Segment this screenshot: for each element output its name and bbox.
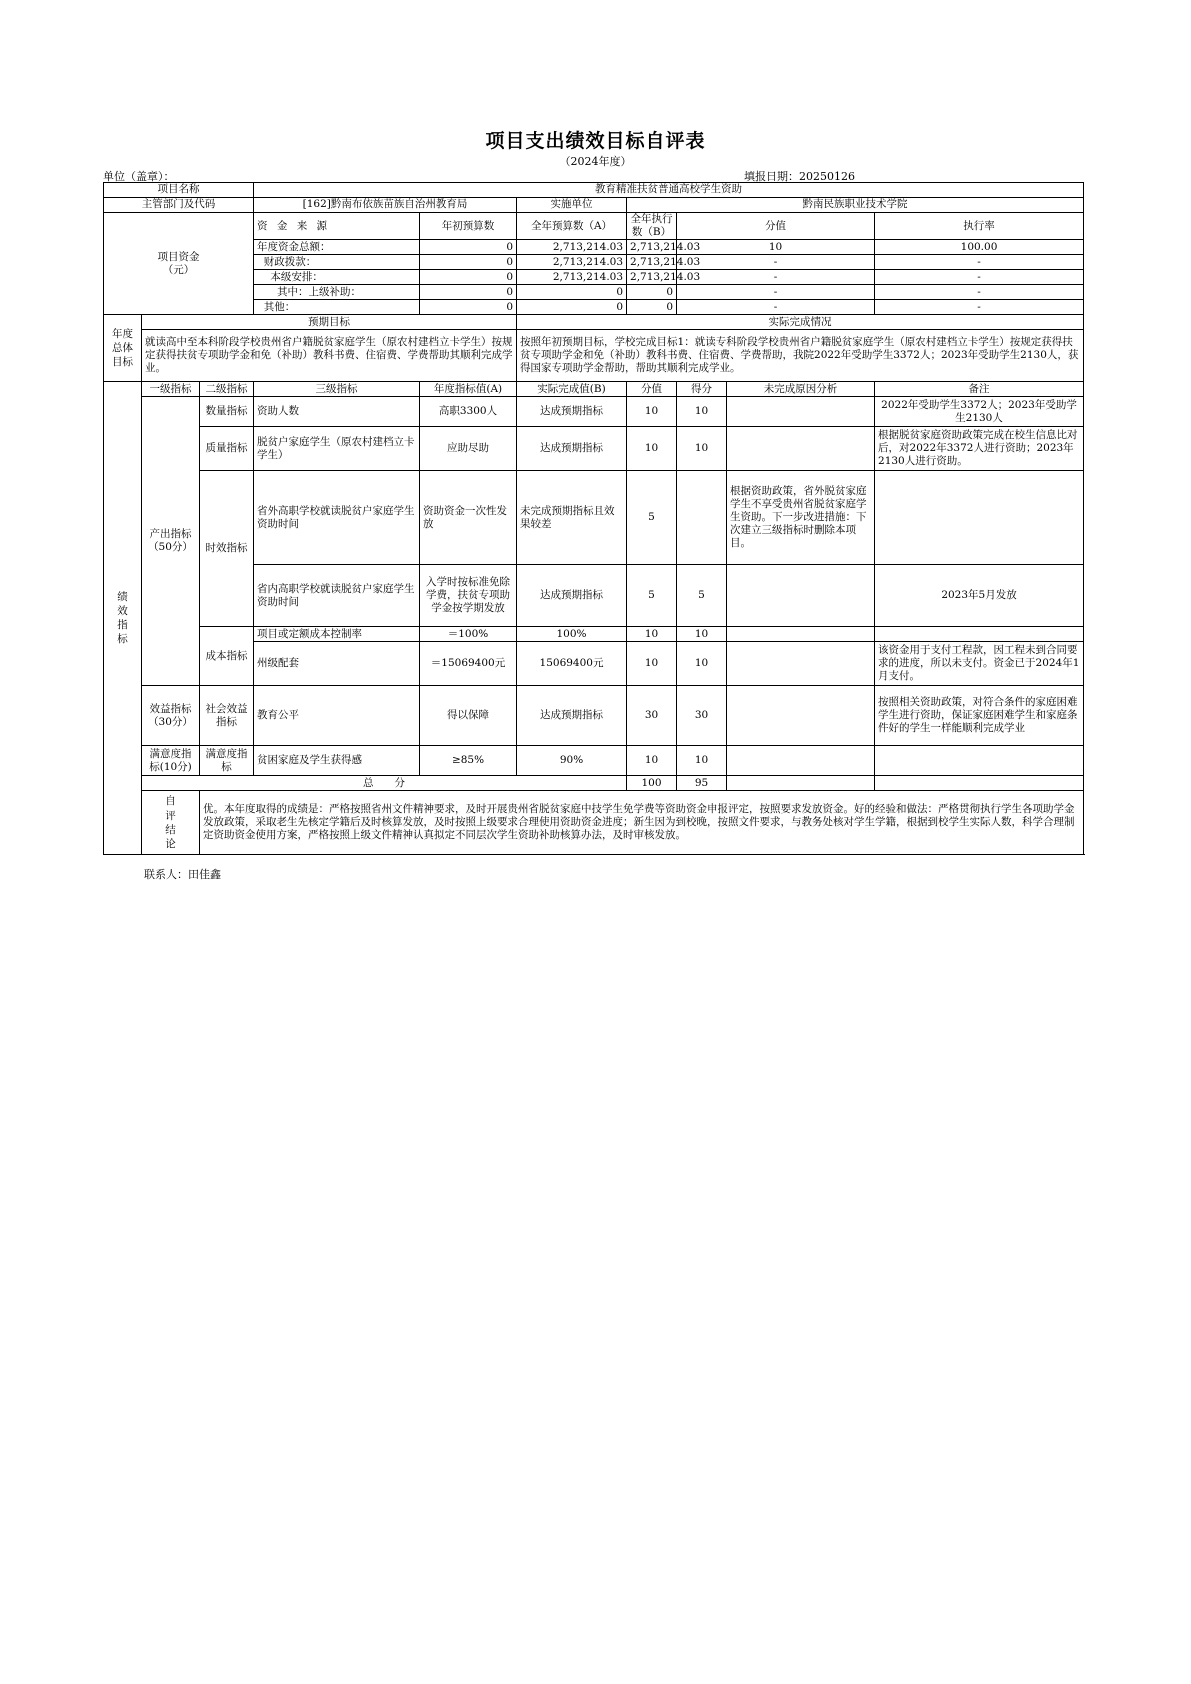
funds-col-executed: 全年执行数（B） — [627, 213, 677, 240]
funds-row-rate: - — [875, 300, 1084, 315]
funds-row-initial: 0 — [420, 285, 517, 300]
indicator-score: 10 — [677, 642, 727, 686]
expected-goal-text: 就读高中至本科阶段学校贵州省户籍脱贫家庭学生（原农村建档立卡学生）按规定获得扶贫专项助学金和免（补助）教科书费、住宿费、学费帮助其顺利完成学业。 — [142, 330, 517, 382]
indicator-name: 资助人数 — [254, 397, 420, 427]
indicator-actual: 达成预期指标 — [517, 686, 627, 746]
indicator-reason — [727, 746, 875, 776]
funds-label: 项目资金 （元） — [104, 213, 254, 315]
indicator-note: 该资金用于支付工程款，因工程未到合同要求的进度，所以未支付。资金已于2024年1月支付。 — [875, 642, 1084, 686]
indicator-score-value: 10 — [627, 427, 677, 471]
level2-quantity: 数量指标 — [200, 397, 254, 427]
level2-quality: 质量指标 — [200, 427, 254, 471]
indicator-target: 应助尽助 — [420, 427, 517, 471]
indicator-name: 脱贫户家庭学生（原农村建档立卡学生） — [254, 427, 420, 471]
indicator-actual: 未完成预期指标且效果较差 — [517, 471, 627, 565]
funds-col-initial: 年初预算数 — [420, 213, 517, 240]
indicator-name: 省外高职学校就读脱贫户家庭学生资助时间 — [254, 471, 420, 565]
indicator-name: 教育公平 — [254, 686, 420, 746]
indicator-header: 未完成原因分析 — [727, 382, 875, 397]
funds-row-executed: 0 — [627, 285, 677, 300]
total-reason — [727, 776, 875, 791]
funds-row-budget: 0 — [517, 300, 627, 315]
actual-completion-label: 实际完成情况 — [517, 315, 1084, 330]
funds-row-initial: 0 — [420, 255, 517, 270]
indicator-score — [677, 471, 727, 565]
total-score: 95 — [677, 776, 727, 791]
funds-row-executed: 2,713,214.03 — [627, 255, 677, 270]
funds-row-initial: 0 — [420, 300, 517, 315]
funds-row-score-value: 10 — [677, 240, 875, 255]
funds-row-rate: 100.00 — [875, 240, 1084, 255]
indicator-header: 三级指标 — [254, 382, 420, 397]
funds-row-source: 其中：上级补助： — [254, 285, 420, 300]
indicator-score: 10 — [677, 746, 727, 776]
funds-row-rate: - — [875, 255, 1084, 270]
indicator-header: 实际完成值(B) — [517, 382, 627, 397]
funds-row-source: 财政拨款： — [254, 255, 420, 270]
funds-row-budget: 2,713,214.03 — [517, 255, 627, 270]
indicator-note — [875, 471, 1084, 565]
indicator-score: 10 — [677, 397, 727, 427]
indicator-header: 得分 — [677, 382, 727, 397]
funds-row-initial: 0 — [420, 240, 517, 255]
funds-col-score-value: 分值 — [677, 213, 875, 240]
contact-person: 联系人：田佳鑫 — [144, 868, 221, 881]
indicator-score-value: 10 — [627, 627, 677, 642]
funds-row-executed: 0 — [627, 300, 677, 315]
funds-row-budget: 2,713,214.03 — [517, 270, 627, 285]
indicator-name: 项目或定额成本控制率 — [254, 627, 420, 642]
indicator-actual: 达成预期指标 — [517, 427, 627, 471]
indicator-score-value: 10 — [627, 397, 677, 427]
page-title: 项目支出绩效目标自评表 — [485, 130, 706, 152]
funds-row-score-value: - — [677, 270, 875, 285]
funds-row-budget: 2,713,214.03 — [517, 240, 627, 255]
indicator-target: ＝100% — [420, 627, 517, 642]
indicator-note — [875, 627, 1084, 642]
funds-row-executed: 2,713,214.03 — [627, 240, 677, 255]
funds-col-rate: 执行率 — [875, 213, 1084, 240]
indicator-note: 2023年5月发放 — [875, 565, 1084, 627]
indicator-header: 一级指标 — [142, 382, 200, 397]
funds-row-source: 年度资金总额： — [254, 240, 420, 255]
indicator-actual: 15069400元 — [517, 642, 627, 686]
funds-row-score-value: - — [677, 255, 875, 270]
level1-benefit: 效益指标 （30分） — [142, 686, 200, 746]
dept-label: 主管部门及代码 — [104, 198, 254, 213]
indicator-note: 按照相关资助政策，对符合条件的家庭困难学生进行资助，保证家庭困难学生和家庭条件好的学生一样能顺利完成学业 — [875, 686, 1084, 746]
funds-row-source: 其他： — [254, 300, 420, 315]
indicator-actual: 达成预期指标 — [517, 565, 627, 627]
total-note — [875, 776, 1084, 791]
conclusion-text: 优。本年度取得的成绩是：严格按照省州文件精神要求，及时开展贵州省脱贫家庭中技学生免学费等资助资金申报评定，按照要求发放资金。好的经验和做法：严格贯彻执行学生各项助学金发放政策，采取老生先核定学籍后及时核算发放，及时按照上级要求合理使用资助资金进度；新生因为到校晚，按照文件要求，与教务处核对学生学籍，根据到校学生实际人数，科学合理制定资助资金使用方案，严格按照上级文件精神认真拟定不同层次学生资助补助核算办法，及时审核发放。 — [200, 791, 1084, 855]
indicator-reason — [727, 427, 875, 471]
funds-row-budget: 0 — [517, 285, 627, 300]
indicator-reason — [727, 686, 875, 746]
indicator-header: 备注 — [875, 382, 1084, 397]
indicator-name: 贫困家庭及学生获得感 — [254, 746, 420, 776]
indicator-note: 根据脱贫家庭资助政策完成在校生信息比对后，对2022年3372人进行资助；2023年2130人进行资助。 — [875, 427, 1084, 471]
indicator-header: 二级指标 — [200, 382, 254, 397]
level2-satisfaction: 满意度指标 — [200, 746, 254, 776]
level1-satisfaction: 满意度指标(10分) — [142, 746, 200, 776]
indicator-target: ≥85% — [420, 746, 517, 776]
indicator-reason: 根据资助政策，省外脱贫家庭学生不享受贵州省脱贫家庭学生资助。下一步改进措施：下次建立三级指标时删除本项目。 — [727, 471, 875, 565]
indicator-target: 资助资金一次性发放 — [420, 471, 517, 565]
total-value: 100 — [627, 776, 677, 791]
indicator-target: 得以保障 — [420, 686, 517, 746]
indicator-actual: 90% — [517, 746, 627, 776]
funds-col-budget: 全年预算数（A） — [517, 213, 627, 240]
indicator-score-value: 5 — [627, 565, 677, 627]
indicator-score-value: 5 — [627, 471, 677, 565]
funds-row-score-value: - — [677, 285, 875, 300]
total-label: 总 分 — [142, 776, 627, 791]
project-name: 教育精准扶贫普通高校学生资助 — [254, 183, 1084, 198]
indicator-reason — [727, 642, 875, 686]
indicator-target: 入学时按标准免除学费，扶贫专项助学金按学期发放 — [420, 565, 517, 627]
indicator-score: 10 — [677, 627, 727, 642]
conclusion-label: 自 评 结 论 — [142, 791, 200, 855]
indicator-target: ＝15069400元 — [420, 642, 517, 686]
indicator-name: 州级配套 — [254, 642, 420, 686]
indicator-actual: 100% — [517, 627, 627, 642]
indicator-score-value: 10 — [627, 642, 677, 686]
report-year: （2024年度） — [559, 155, 632, 168]
funds-row-initial: 0 — [420, 270, 517, 285]
indicator-score-value: 10 — [627, 746, 677, 776]
funds-row-source: 本级安排： — [254, 270, 420, 285]
expected-goal-label: 预期目标 — [142, 315, 517, 330]
indicator-actual: 达成预期指标 — [517, 397, 627, 427]
fill-date: 填报日期：20250126 — [744, 170, 855, 183]
indicator-reason — [727, 397, 875, 427]
indicator-name: 省内高职学校就读脱贫户家庭学生资助时间 — [254, 565, 420, 627]
self-evaluation-table — [103, 182, 1084, 855]
dept: [162]黔南布依族苗族自治州教育局 — [254, 198, 517, 213]
indicator-reason — [727, 565, 875, 627]
funds-row-rate: - — [875, 270, 1084, 285]
unit-label: 单位（盖章）： — [103, 170, 175, 183]
indicator-header: 年度指标值(A) — [420, 382, 517, 397]
funds-col-source: 资 金 来 源 — [254, 213, 420, 240]
impl: 黔南民族职业技术学院 — [627, 198, 1084, 213]
actual-completion-text: 按照年初预期目标，学校完成目标1：就读专科阶段学校贵州省户籍脱贫家庭学生（原农村建档立卡学生）按规定获得扶贫专项助学金和免（补助）教科书费、住宿费、学费帮助，我院2022年受助学生3372人；2023年受助学生2130人，获得国家专项助学金帮助，帮助其顺利完成学业。 — [517, 330, 1084, 382]
level2-timeliness: 时效指标 — [200, 471, 254, 627]
indicator-note: 2022年受助学生3372人；2023年受助学生2130人 — [875, 397, 1084, 427]
level1-output: 产出指标 （50分） — [142, 397, 200, 686]
indicator-score-value: 30 — [627, 686, 677, 746]
level2-social: 社会效益指标 — [200, 686, 254, 746]
indicators-section-label: 绩 效 指 标 — [104, 382, 142, 855]
indicator-score: 30 — [677, 686, 727, 746]
level2-cost: 成本指标 — [200, 627, 254, 686]
indicator-reason — [727, 627, 875, 642]
indicator-score: 10 — [677, 427, 727, 471]
indicator-score: 5 — [677, 565, 727, 627]
funds-row-executed: 2,713,214.03 — [627, 270, 677, 285]
indicator-note — [875, 746, 1084, 776]
project-name-label: 项目名称 — [104, 183, 254, 198]
impl-label: 实施单位 — [517, 198, 627, 213]
goals-label: 年度 总体 目标 — [104, 315, 142, 382]
indicator-header: 分值 — [627, 382, 677, 397]
indicator-target: 高职3300人 — [420, 397, 517, 427]
funds-row-score-value: - — [677, 300, 875, 315]
funds-row-rate: - — [875, 285, 1084, 300]
